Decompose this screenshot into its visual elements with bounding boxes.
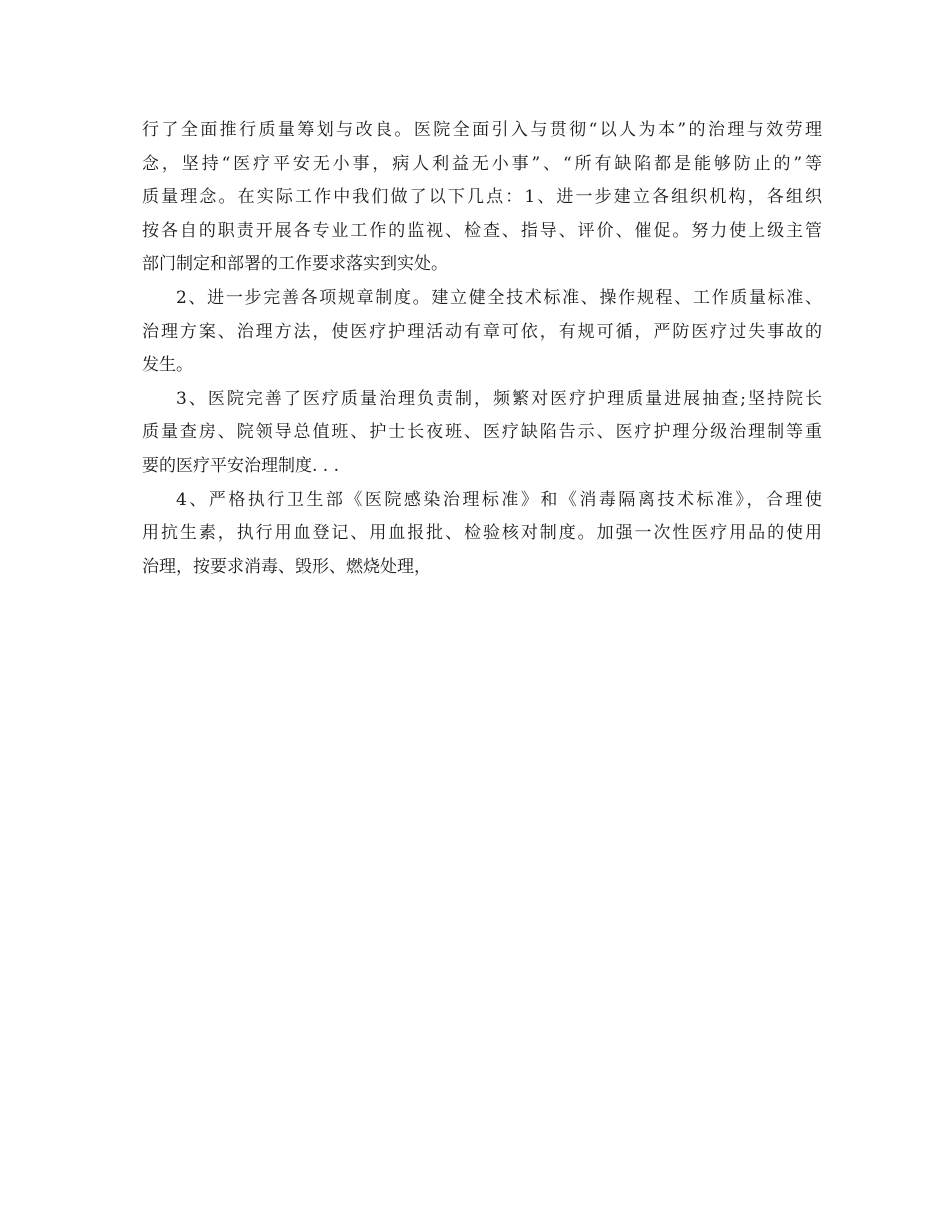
paragraph-start-line: 3、医院完善了医疗质量治理负责制，频繁对医疗护理质量进展抽查;坚持院长 xyxy=(176,388,822,409)
text-line: 行了全面推行质量筹划与改良。医院全面引入与贯彻“以人为本”的治理与效劳理 xyxy=(142,120,822,140)
text-line: 质量查房、院领导总值班、护士长夜班、医疗缺陷告示、医疗护理分级治理制等重 xyxy=(142,422,822,443)
text-line: 治理，按要求消毒、毁形、燃烧处理， xyxy=(142,556,431,577)
text-line: 部门制定和部署的工作要求落实到实处。 xyxy=(142,254,448,275)
text-line: 用抗生素，执行用血登记、用血报批、检验核对制度。加强一次性医疗用品的使用 xyxy=(142,523,822,544)
text-line: 按各自的职责开展各专业工作的监视、检查、指导、评价、催促。努力使上级主管 xyxy=(142,220,822,241)
text-line: 质量理念。在实际工作中我们做了以下几点：1、进一步建立各组织机构，各组织 xyxy=(142,187,822,208)
text-line: 发生。 xyxy=(142,355,193,376)
paragraph-start-line: 2、进一步完善各项规章制度。建立健全技术标准、操作规程、工作质量标准、 xyxy=(176,287,822,308)
text-line: 要的医疗平安治理制度. . . xyxy=(142,455,340,476)
body-text xyxy=(142,114,822,584)
text-line: 治理方案、治理方法，使医疗护理活动有章可依，有规可循，严防医疗过失事故的 xyxy=(142,321,822,342)
text-line: 念，坚持“医疗平安无小事，病人利益无小事”、“所有缺陷都是能够防止的”等 xyxy=(142,153,822,174)
paragraph-start-line: 4、严格执行卫生部《医院感染治理标准》和《消毒隔离技术标准》，合理使 xyxy=(176,489,822,510)
